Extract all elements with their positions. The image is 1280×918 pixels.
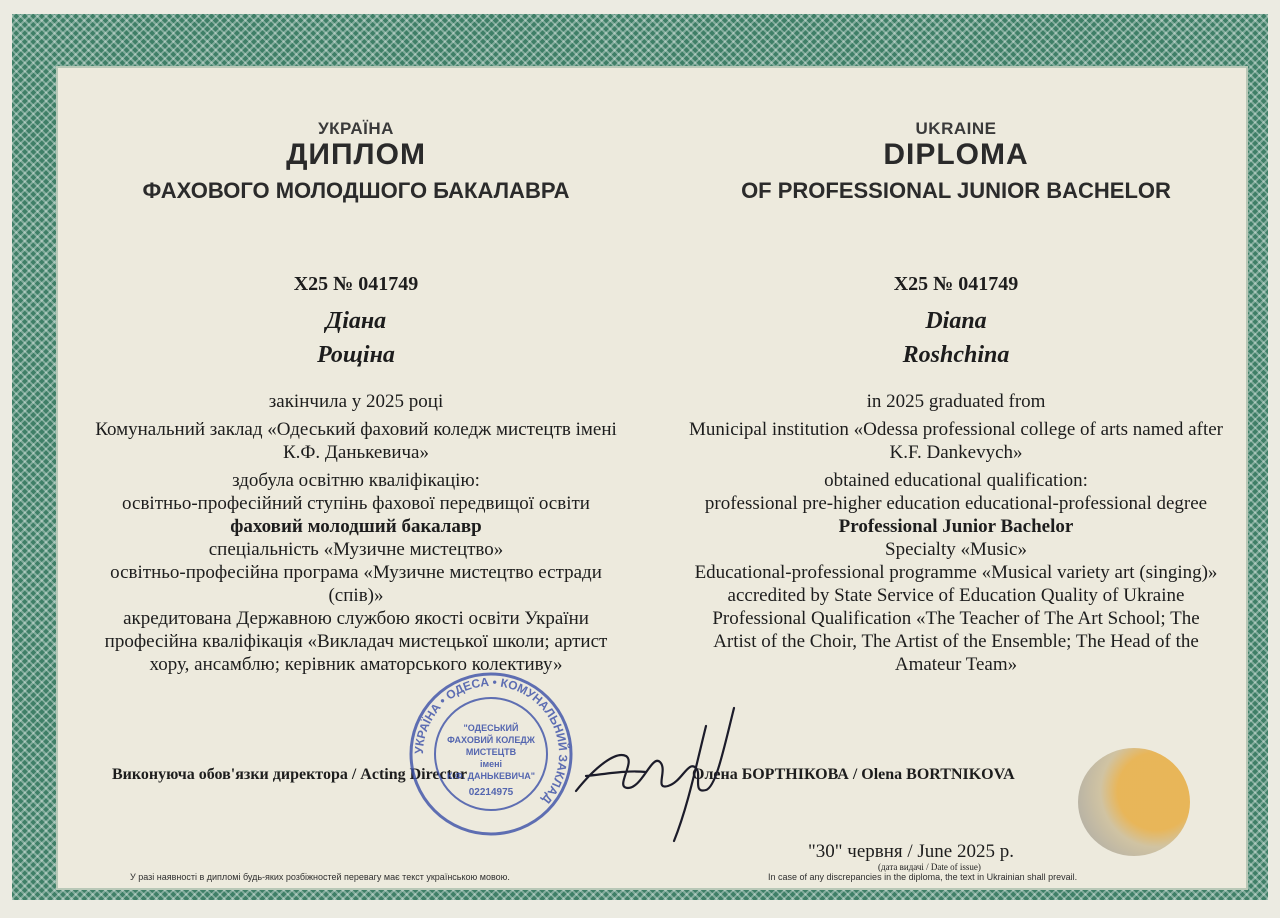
body-line: Specialty «Music» xyxy=(885,539,1027,560)
body-line: Municipal institution «Odessa professional college of arts named after xyxy=(689,419,1223,440)
degree-en: Professional Junior Bachelor xyxy=(838,516,1074,537)
body-line: (спів)» xyxy=(328,585,384,606)
seal-line: імені xyxy=(479,759,503,769)
body-line: Educational-professional programme «Musical variety art (singing)» xyxy=(694,562,1218,583)
body-line: K.F. Dankevych» xyxy=(889,442,1023,463)
body-line: професійна кваліфікація «Викладач мистецької школи; артист xyxy=(104,631,608,652)
diploma-title-en: DIPLOMA xyxy=(883,138,1029,171)
body-line: Комунальний заклад «Одеський фаховий коледж мистецтв імені xyxy=(95,419,617,440)
last-name-ua: Рощіна xyxy=(317,342,395,368)
body-text-ua xyxy=(56,390,656,676)
body-line: освітньо-професійна програма «Музичне мистецтво естради xyxy=(110,562,602,583)
body-line: закінчила у 2025 році xyxy=(268,391,444,412)
seal-code: 02214975 xyxy=(468,787,514,798)
body-line: хору, ансамблю; керівник аматорського колективу» xyxy=(149,654,563,675)
country-heading-en: UKRAINE xyxy=(915,119,997,138)
diploma-number-en: X25 № 041749 xyxy=(893,273,1019,295)
body-line: in 2025 graduated from xyxy=(866,391,1046,412)
diploma-number-ua: X25 № 041749 xyxy=(293,273,419,295)
body-text-en xyxy=(656,390,1256,676)
hologram-sticker xyxy=(1078,748,1190,856)
body-line: obtained educational qualification: xyxy=(824,470,1088,491)
seal-line: МИСТЕЦТВ xyxy=(465,747,517,757)
seal-line: ФАХОВИЙ КОЛЕДЖ xyxy=(447,735,535,745)
country-heading-ua: УКРАЇНА xyxy=(318,119,394,138)
seal-outer-text: УКРАЇНА • ОДЕСА • КОМУНАЛЬНИЙ ЗАКЛАД xyxy=(411,674,571,807)
diploma-title-ua: ДИПЛОМ xyxy=(286,138,426,171)
issue-date: "30" червня / June 2025 р. xyxy=(808,841,1014,862)
signer-name: Олена БОРТНІКОВА / Olena BORTNIKOVA xyxy=(692,766,1015,783)
seal-line: "ОДЕСЬКИЙ xyxy=(463,723,519,733)
signature-label: Виконуюча обов'язки директора / Acting Director xyxy=(112,766,468,783)
first-name-ua: Діана xyxy=(325,308,387,334)
body-line: освітньо-професійний ступінь фахової передвищої освіти xyxy=(122,493,590,514)
guilloche-border xyxy=(12,14,1268,900)
first-name-en: Diana xyxy=(925,308,987,334)
college-seal xyxy=(406,669,576,839)
body-line: Artist of the Choir, The Artist of the Ensemble; The Head of the xyxy=(713,631,1199,652)
body-line: professional pre-higher education educational-professional degree xyxy=(704,493,1208,514)
degree-ua: фаховий молодший бакалавр xyxy=(230,516,482,537)
director-signature xyxy=(556,696,756,846)
last-name-en: Roshchina xyxy=(902,342,1010,368)
diploma-subtitle-en: OF PROFESSIONAL JUNIOR BACHELOR xyxy=(741,178,1171,203)
body-line: К.Ф. Данькевича» xyxy=(283,442,429,463)
seal-line: К.Ф. ДАНЬКЕВИЧА" xyxy=(446,771,536,781)
body-line: accredited by State Service of Education Quality of Ukraine xyxy=(727,585,1185,606)
body-line: Professional Qualification «The Teacher of The Art School; The xyxy=(712,608,1200,629)
diploma-subtitle-ua: ФАХОВОГО МОЛОДШОГО БАКАЛАВРА xyxy=(142,178,570,203)
body-line: спеціальність «Музичне мистецтво» xyxy=(208,539,504,560)
footnote-ua: У разі наявності в дипломі будь-яких розбіжностей перевагу має текст українською мовою. xyxy=(130,872,510,882)
body-line: Amateur Team» xyxy=(894,654,1018,675)
footnote-en: In case of any discrepancies in the diploma, the text in Ukrainian shall prevail. xyxy=(768,872,1078,882)
issue-date-caption: (дата видачі / Date of issue) xyxy=(878,862,981,872)
body-line: акредитована Державною службою якості освіти України xyxy=(123,608,589,629)
diploma-paper xyxy=(56,66,1248,890)
body-line: здобула освітню кваліфікацію: xyxy=(232,470,480,491)
